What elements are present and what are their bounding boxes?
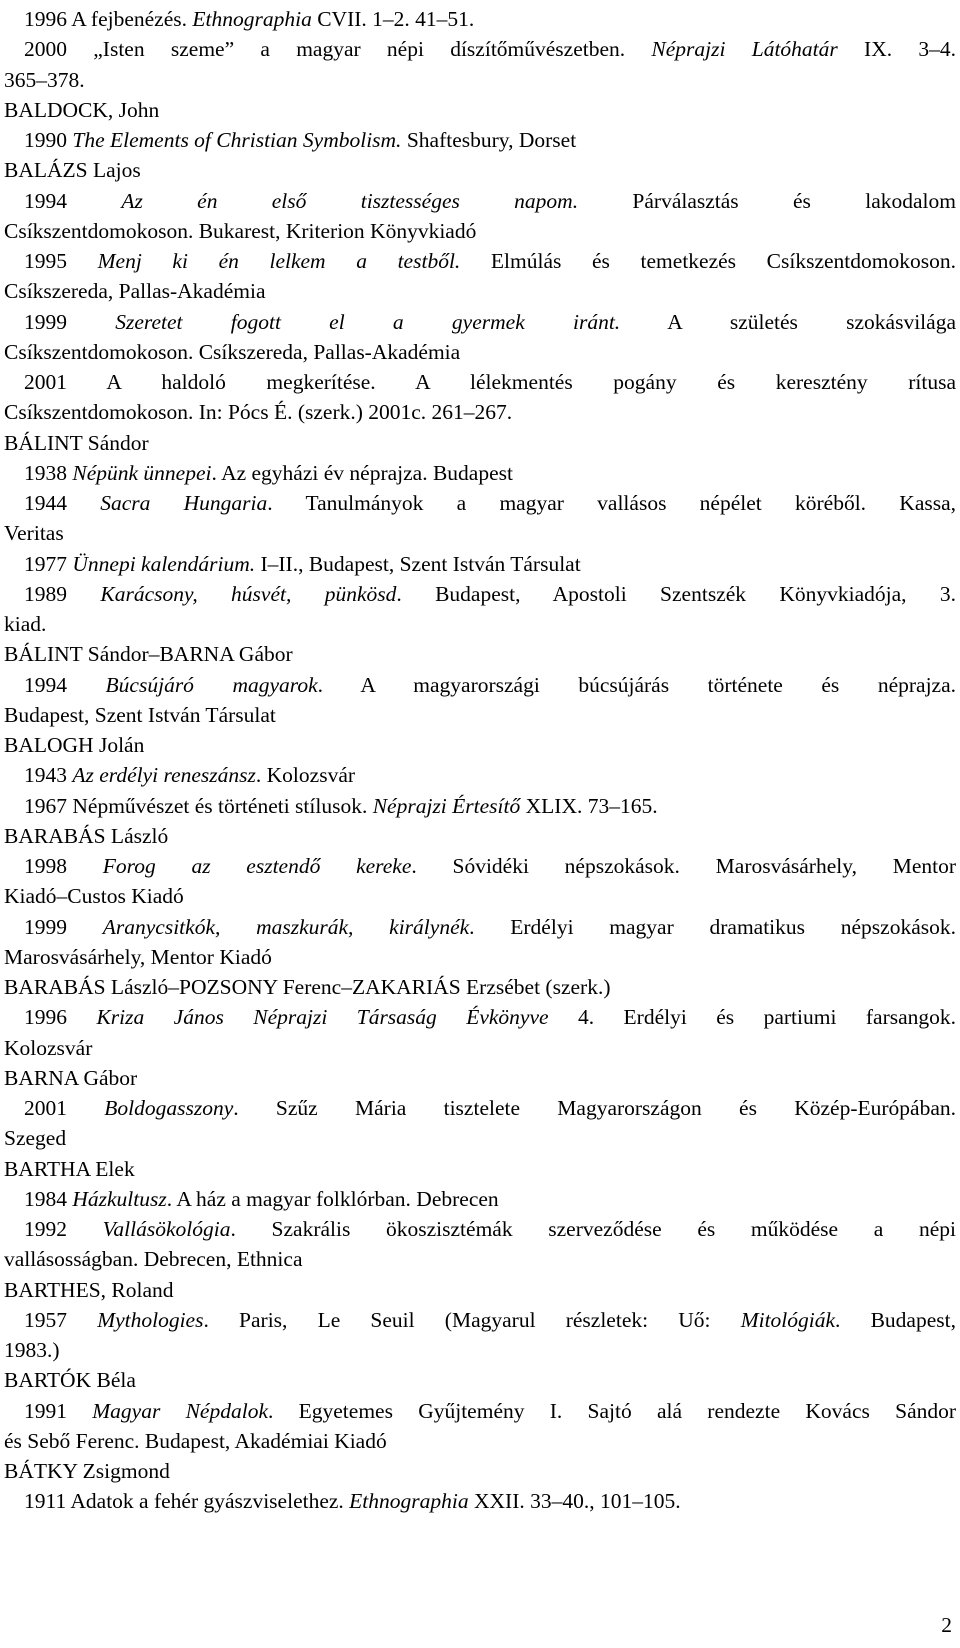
text-segment: 1911 Adatok a fehér gyászviselethez. [24,1489,350,1514]
italic-title: Magyar Népdalok [92,1398,268,1423]
bibliography-entry-line [24,1186,956,1212]
text-segment: kiad. [4,612,47,636]
text-segment: . A magyarországi búcsújárás története és néprajza. [317,672,957,697]
bibliography-entry-line [24,1488,956,1514]
text-segment: . Sóvidéki népszokások. Marosvásárhely, Mentor [411,854,956,878]
bibliography-line [4,1065,956,1091]
text-segment: Párválasztás és lakodalom [578,188,956,213]
bibliography-entry-line [24,672,956,698]
bibliography-line [4,944,956,970]
text-segment: . Paris, Le Seuil (Magyarul részletek: Uő: [203,1307,741,1332]
italic-title: Népünk ünnepei [72,460,212,485]
text-segment: BÁLINT Sándor [4,430,149,455]
bibliography-line [4,218,956,244]
italic-title: Néprajzi Értesítő [372,793,521,818]
text-segment: Csíkszentdomokoson. Bukarest, Kriterion Könyvkiadó [4,218,477,243]
bibliography-line [4,278,956,304]
bibliography-line [4,1458,956,1484]
text-segment: Csíkszentdomokoson. Csíkszereda, Pallas-Akadémia [4,339,461,364]
text-segment: . Kolozsvár [255,763,356,788]
bibliography-line [4,883,956,909]
text-segment: 1996 [24,1005,97,1030]
bibliography-line [4,399,956,425]
text-segment: Kolozsvár [4,1035,93,1060]
italic-title: Aranycsitkók, maszkurák, királynék [102,914,470,939]
bibliography-entry-line [24,1095,956,1121]
text-segment: CVII. 1–2. 41–51. [311,7,475,31]
bibliography-entry-line [24,6,956,32]
text-segment: 1991 [24,1398,93,1423]
italic-title: Sacra Hungaria [100,491,268,515]
text-segment: . Szűz Mária tisztelete Magyarországon és Közép-Európában. [233,1096,956,1120]
text-segment: 1983.) [4,1338,60,1362]
text-segment: 2001 A haldoló megkerítése. A lélekmentés pogány és keresztény rítusa [24,370,956,394]
text-segment: 2001 [24,1096,105,1120]
text-segment: 1990 [24,128,73,152]
text-segment: BÁTKY Zsigmond [4,1459,170,1483]
italic-title: The Elements of Christian Symbolism. [72,128,402,152]
text-segment: 1999 [24,914,103,939]
italic-title: Szeretet fogott el a gyermek iránt. [115,309,621,334]
text-segment: BALÁZS Lajos [4,158,141,183]
bibliography-line [4,1035,956,1061]
bibliography-line [4,1156,956,1182]
text-segment: BALOGH Jolán [4,733,145,757]
bibliography-line [4,641,956,667]
text-segment: 1994 [24,188,122,213]
bibliography-entry-line [24,369,956,395]
bibliography-entry-line [24,793,956,819]
bibliography-line [4,1367,956,1393]
text-segment: 2000 „Isten szeme” a magyar népi díszítőművészetben. [24,37,652,62]
bibliography-entry-line [24,127,956,153]
text-segment: IX. 3–4. [837,37,956,62]
bibliography-line [4,1428,956,1454]
bibliography-entry-line [24,309,956,335]
italic-title: Néprajzi Látóhatár [651,37,838,62]
text-segment: . Erdélyi magyar dramatikus népszokások. [469,914,956,939]
text-segment: 365–378. [4,67,85,92]
italic-title: Ünnepi kalendárium. [72,551,256,576]
bibliography-entry-line [24,1216,956,1242]
italic-title: Karácsony, húsvét, pünkösd [100,581,397,606]
bibliography-line [4,1125,956,1151]
text-segment: 1984 [24,1186,73,1211]
text-segment: Veritas [4,521,64,546]
italic-title: Kriza János Néprajzi Társaság Évkönyve [96,1005,549,1030]
bibliography-entry-line [24,490,956,516]
bibliography-entry-line [24,248,956,274]
text-segment: 1977 [24,551,73,576]
italic-title: Házkultusz [72,1186,167,1211]
text-segment: Csíkszentdomokoson. In: Pócs É. (szerk.) 2001c. 261–267. [4,400,513,425]
italic-title: Vallásökológia [102,1217,231,1241]
text-segment: I–II., Budapest, Szent István Társulat [255,551,581,576]
italic-title: Búcsújáró magyarok [105,672,318,697]
bibliography-line [4,67,956,93]
text-segment: vallásosságban. Debrecen, Ethnica [4,1247,303,1272]
bibliography-entry-line [24,853,956,879]
text-segment: . Budapest, [835,1307,956,1332]
bibliography-entry-line [24,551,956,577]
text-segment: . Az egyházi év néprajza. Budapest [211,460,513,485]
text-segment: BÁLINT Sándor–BARNA Gábor [4,642,293,667]
text-segment: BARTÓK Béla [4,1368,136,1393]
italic-title: Menj ki én lelkem a testből. [97,249,461,273]
bibliography-line [4,611,956,637]
bibliography-entry-line [24,188,956,214]
text-segment: és Sebő Ferenc. Budapest, Akadémiai Kiadó [4,1428,387,1453]
text-segment: 1996 A fejbenézés. [24,7,193,31]
italic-title: Mythologies [97,1307,204,1332]
text-segment: BARNA Gábor [4,1065,138,1090]
bibliography-line [4,520,956,546]
italic-title: Mitológiák [740,1307,836,1332]
text-segment: 1967 Népművészet és történeti stílusok. [24,793,373,818]
bibliography-entry-line [24,914,956,940]
bibliography-line [4,339,956,365]
bibliography-line [4,1277,956,1303]
italic-title: Az erdélyi reneszánsz [72,763,256,788]
bibliography-line [4,702,956,728]
italic-title: Ethnographia [192,7,312,31]
text-segment: Elmúlás és temetkezés Csíkszentdomokoson. [460,249,956,273]
text-segment: . A ház a magyar folklórban. Debrecen [166,1186,499,1211]
text-segment: BALDOCK, John [4,97,160,122]
text-segment: Csíkszereda, Pallas-Akadémia [4,279,266,304]
bibliography-line [4,430,956,456]
bibliography-entry-line [24,36,956,62]
bibliography-entry-line [24,460,956,486]
text-segment: 1989 [24,581,101,606]
bibliography-entry-line [24,1004,956,1030]
bibliography-line [4,97,956,123]
italic-title: Ethnographia [349,1489,469,1514]
bibliography-line [4,1337,956,1363]
text-segment: Marosvásárhely, Mentor Kiadó [4,944,272,969]
text-segment: BARABÁS László–POZSONY Ferenc–ZAKARIÁS Erzsébet (szerk.) [4,975,611,999]
text-segment: XXII. 33–40., 101–105. [468,1489,681,1514]
text-segment: 1999 [24,309,116,334]
text-segment: 1995 [24,249,98,273]
bibliography-entry-line [24,1398,956,1424]
bibliography-entry-line [24,762,956,788]
bibliography-line [4,157,956,183]
text-segment: 1998 [24,854,103,878]
page-number: 2 [941,1613,952,1637]
text-segment: Shaftesbury, Dorset [401,128,577,152]
italic-title: Az én első tisztességes napom. [121,188,579,213]
bibliography-entry-line [24,581,956,607]
text-segment: Kiadó–Custos Kiadó [4,884,184,909]
text-segment: 1992 [24,1217,103,1241]
bibliography-line [4,974,956,1000]
text-segment: . Egyetemes Gyűjtemény I. Sajtó alá rendezte Kovács Sándor [268,1398,957,1423]
bibliography-line [4,1246,956,1272]
text-segment: 1938 [24,460,73,485]
text-segment: 1944 [24,491,101,515]
text-segment: BARTHA Elek [4,1156,135,1181]
bibliography-line [4,823,956,849]
text-segment: XLIX. 73–165. [520,793,658,818]
italic-title: Forog az esztendő kereke [102,854,412,878]
text-segment: BARTHES, Roland [4,1277,174,1302]
text-segment: 1943 [24,763,73,788]
text-segment: Szeged [4,1126,67,1151]
text-segment: 1957 [24,1307,98,1332]
text-segment: Budapest, Szent István Társulat [4,702,276,727]
bibliography-line [4,732,956,758]
text-segment: A születés szokásvilága [620,309,956,334]
text-segment: . Szakrális ökoszisztémák szerveződése és működése a népi [230,1217,956,1241]
text-segment: BARABÁS László [4,823,169,848]
text-segment: 4. Erdélyi és partiumi farsangok. [548,1005,957,1030]
bibliography-entry-line [24,1307,956,1333]
text-segment: 1994 [24,672,106,697]
text-segment: . Budapest, Apostoli Szentszék Könyvkiadója, 3. [396,581,957,606]
text-segment: . Tanulmányok a magyar vallásos népélet köréből. Kassa, [267,491,957,515]
italic-title: Boldogasszony [104,1096,234,1120]
